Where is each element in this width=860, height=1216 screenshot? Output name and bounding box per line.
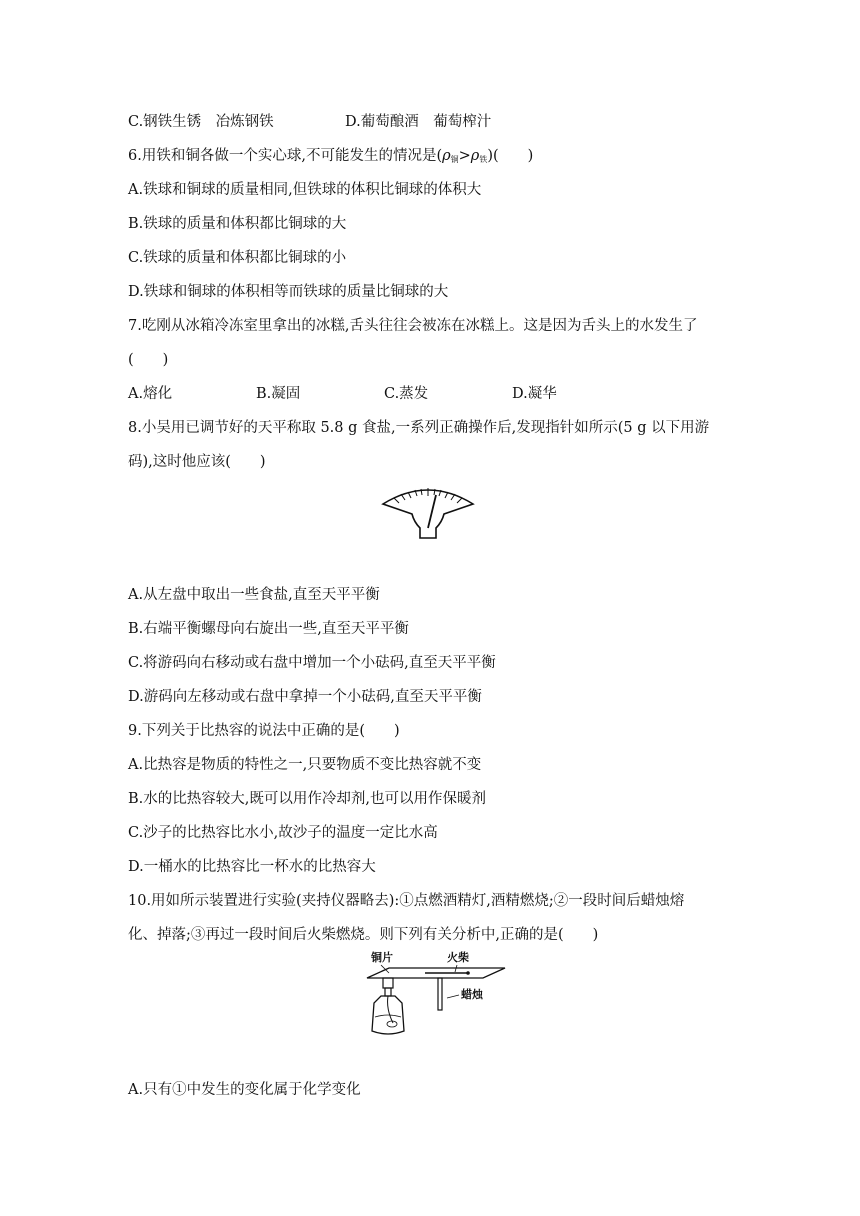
- q9-option-c: C.沙子的比热容比水小,故沙子的温度一定比水高: [128, 825, 438, 841]
- q8-stem-line1: 8.小吴用已调节好的天平称取 5.8 g 食盐,一系列正确操作后,发现指针如所示(5 g 以下用游: [128, 420, 710, 436]
- q7-option-a: A.熔化: [128, 386, 173, 402]
- experiment-apparatus-figure: [355, 951, 515, 1045]
- q6-option-c: C.铁球的质量和体积都比铜球的小: [128, 250, 347, 266]
- rho-symbol: ρ: [470, 148, 480, 164]
- balance-pointer-needle: [428, 495, 436, 528]
- q6-stem-text: 6.用铁和铜各做一个实心球,不可能发生的情况是(: [128, 148, 443, 164]
- greater-than: >: [458, 148, 471, 164]
- candle: [438, 978, 442, 1010]
- q9-option-b: B.水的比热容较大,既可以用作冷却剂,也可以用作保暖剂: [128, 791, 486, 807]
- q8-option-d: D.游码向左移动或右盘中拿掉一个小砝码,直至天平平衡: [128, 689, 482, 705]
- q10-stem-line2: 化、掉落;③再过一段时间后火柴燃烧。则下列有关分析中,正确的是( ): [128, 927, 599, 943]
- q6-stem: [128, 146, 533, 170]
- lamp-neck: [385, 988, 391, 996]
- label-match: 火柴: [447, 951, 469, 964]
- q6-stem-end: )( ): [487, 148, 534, 164]
- rho-symbol: ρ: [442, 148, 451, 164]
- label-copper-plate: 铜片: [371, 951, 393, 964]
- balance-pointer-figure: [380, 482, 476, 540]
- q8-option-c: C.将游码向右移动或右盘中增加一个小砝码,直至天平平衡: [128, 655, 496, 671]
- match-head: [466, 971, 470, 975]
- q10-stem-line1: 10.用如所示装置进行实验(夹持仪器略去):①点燃酒精灯,酒精燃烧;②一段时间后蜡烛熔: [128, 893, 685, 909]
- q6-option-a: A.铁球和铜球的质量相同,但铁球的体积比铜球的体积大: [128, 182, 482, 198]
- q7-stem-line2: ( ): [128, 352, 169, 368]
- q7-option-d: D.凝华: [512, 386, 557, 402]
- label-candle: 蜡烛: [461, 988, 483, 1001]
- q7-option-c: C.蒸发: [384, 386, 429, 402]
- apparatus-drawing: [355, 951, 515, 1045]
- q9-option-a: A.比热容是物质的特性之一,只要物质不变比热容就不变: [128, 757, 482, 773]
- q6-option-d: D.铁球和铜球的体积相等而铁球的质量比铜球的大: [128, 284, 449, 300]
- q8-stem-line2: 码),这时他应该( ): [128, 454, 266, 470]
- q9-stem: 9.下列关于比热容的说法中正确的是( ): [128, 723, 400, 739]
- q6-option-b: B.铁球的质量和体积都比铜球的大: [128, 216, 347, 232]
- q5-option-d: D.葡萄酿酒 葡萄榨汁: [345, 114, 492, 130]
- lamp-wick: [388, 996, 393, 1023]
- q10-option-a: A.只有①中发生的变化属于化学变化: [128, 1082, 361, 1098]
- q8-option-a: A.从左盘中取出一些食盐,直至天平平衡: [128, 587, 380, 603]
- q9-option-d: D.一桶水的比热容比一杯水的比热容大: [128, 859, 376, 875]
- lamp-cap: [383, 978, 393, 988]
- balance-scale-ticks: [394, 488, 462, 503]
- q7-stem-line1: 7.吃刚从冰箱冷冻室里拿出的冰糕,舌头往往会被冻在冰糕上。这是因为舌头上的水发生了: [128, 318, 698, 334]
- q8-option-b: B.右端平衡螺母向右旋出一些,直至天平平衡: [128, 621, 409, 637]
- lamp-liquid: [375, 1015, 401, 1017]
- q5-option-c: C.钢铁生锈 冶炼钢铁: [128, 114, 274, 130]
- balance-scale-outline: [383, 490, 473, 538]
- q7-option-b: B.凝固: [256, 386, 301, 402]
- subscript-iron: 铁: [479, 155, 488, 164]
- subscript-copper: 铜: [450, 155, 459, 164]
